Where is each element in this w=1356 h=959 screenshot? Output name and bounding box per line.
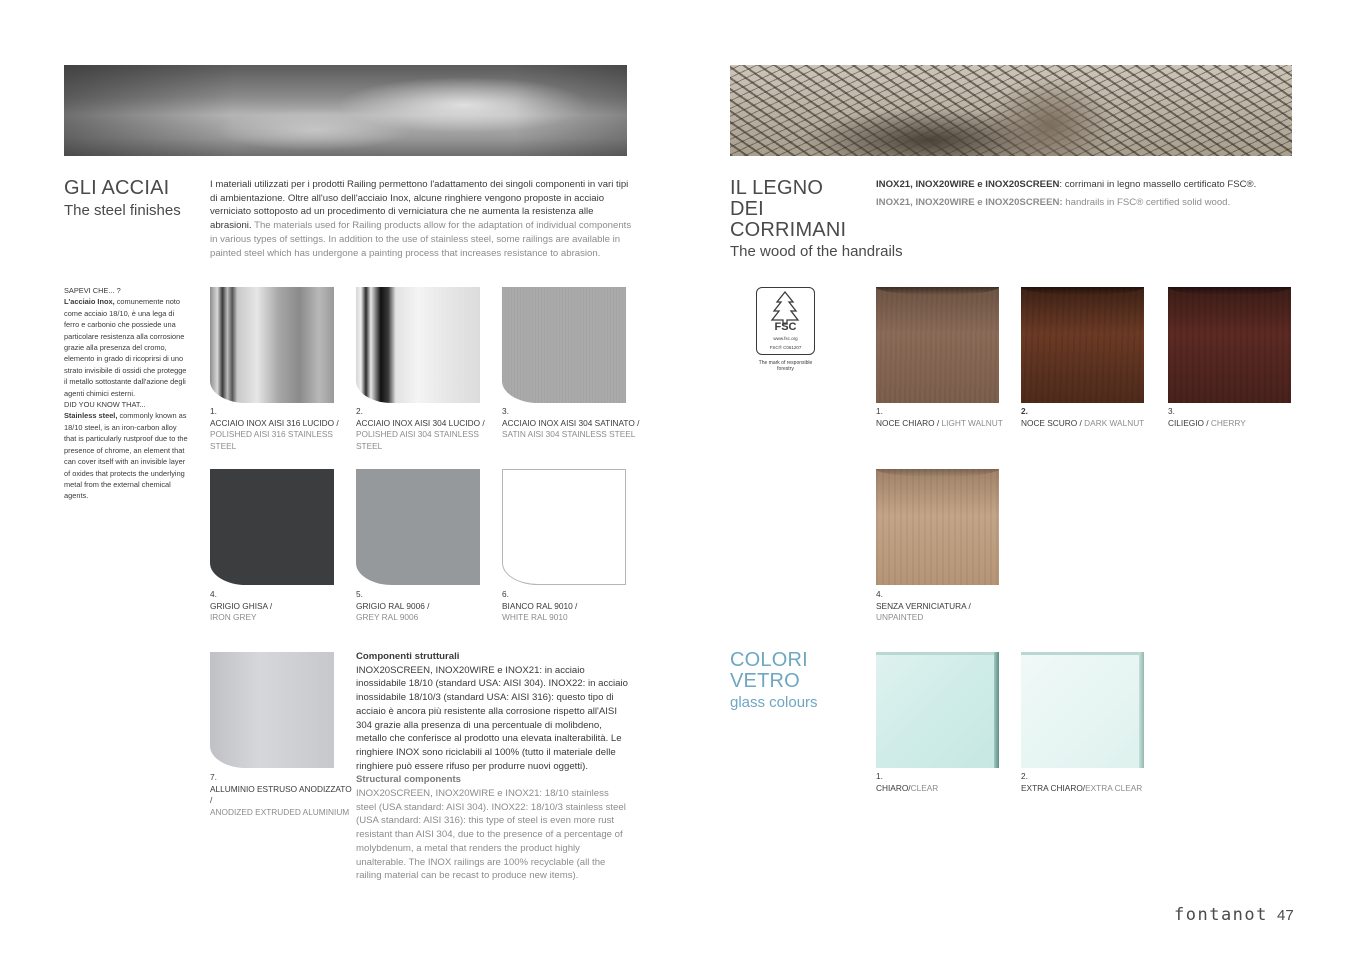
caption-finish-2 xyxy=(356,406,491,452)
wood-label-en: LIGHT WALNUT xyxy=(941,417,1003,428)
wood-label-it: NOCE SCURO xyxy=(1021,417,1078,428)
intro-wood-en: handrails in FSC® certified solid wood. xyxy=(1062,196,1231,208)
title-line: IL LEGNO xyxy=(730,177,824,199)
fsc-code: FSC® C061207 xyxy=(769,345,802,350)
finish-label-it: ALLUMINIO ESTRUSO ANODIZZATO / xyxy=(210,783,352,805)
finish-label-en: SATIN AISI 304 STAINLESS STEEL xyxy=(502,429,636,439)
intro-wood-it: : corrimani in legno massello certificato FSC®. xyxy=(1059,179,1257,190)
swatch-dark-walnut xyxy=(1021,287,1144,403)
swatch-aisi304-polished xyxy=(356,287,480,403)
wood-label-it: SENZA VERNICIATURA / xyxy=(876,600,971,611)
intro-steel-it: I materiali utilizzati per i prodotti Railing permettono l'adattamento dei singoli componenti in vari tipi di ambientazione. Oltre all'uso dell'acciaio Inox, alcune ringhiere vengono proposte in acciaio verniciato sottoposto ad un procedimento di verniciatura che ne aumenta la resistenza alle abrasioni. xyxy=(210,179,629,232)
caption-finish-7 xyxy=(210,772,355,818)
components-text-en: INOX20SCREEN, INOX20WIRE e INOX21: 18/10 stainless steel (USA standard: AISI 304). INOX22: 18/10/3 stainless steel (USA standard: AISI 316): this type of steel is even more rust resistant than AISI 304, due to the presence of a percentage of molybdenum, a metal that renders the product highly unalterable. The INOX railings are 100% recyclable (all the railing material can be recast to produce new items). xyxy=(356,788,626,882)
page-number: 47 xyxy=(1277,907,1294,924)
finish-number: 3. xyxy=(502,406,509,416)
glass-label-it: EXTRA CHIARO xyxy=(1021,782,1083,793)
title-line: COLORI xyxy=(730,649,808,671)
side-note-lead-it: L'acciaio Inox, xyxy=(64,297,115,307)
wood-label-it: CILIEGIO xyxy=(1168,417,1204,428)
header-photo-hands xyxy=(64,65,627,156)
intro-wood xyxy=(876,178,1286,209)
finish-label-en: IRON GREY xyxy=(210,612,257,622)
wood-number: 1. xyxy=(876,406,883,416)
finish-label-it: GRIGIO GHISA / xyxy=(210,600,273,611)
wood-label-en: CHERRY xyxy=(1210,417,1246,428)
components-text-it: INOX20SCREEN, INOX20WIRE e INOX21: in acciaio inossidabile 18/10 (standard USA: AISI 304). INOX22: in acciaio inossidabile 18/10/3 (standard USA: AISI 316): questo tipo di acciaio è ancora più resistente alla corrosione rispetto all'AISI 304 grazie alla presenza di una percentuale di molibdeno, metallo che conferisce al prodotto una elevata inalterabilità. Le ringhiere INOX sono riciclabili al 100% (tutto il materiale delle ringhiere può essere rifuso per produrre nuovi oggetti). xyxy=(356,664,628,772)
wood-label-it: NOCE CHIARO xyxy=(876,417,935,428)
finish-label-en: GREY RAL 9006 xyxy=(356,612,419,622)
finish-label-it: ACCIAIO INOX AISI 304 SATINATO / xyxy=(502,417,640,428)
caption-finish-1 xyxy=(210,406,345,452)
components-heading-it: Componenti strutturali xyxy=(356,651,460,662)
wood-label-en: DARK WALNUT xyxy=(1084,417,1145,428)
swatch-iron-grey xyxy=(210,469,334,585)
finish-label-en: WHITE RAL 9010 xyxy=(502,612,568,622)
side-note-text-it: comunemente noto come acciaio 18/10, è una lega di ferro e carbonio che possiede una particolare resistenza alla corrosione grazie alla presenza del cromo, elemento in grado di ricoprirsi di uno strato invisibile di ossidi che protegge il metallo sottostante dall'azione degli agenti chimici esterni. xyxy=(64,297,187,398)
header-photo-tree xyxy=(730,65,1292,156)
title-line: CORRIMANI xyxy=(730,219,847,241)
side-note-lead-en: Stainless steel, xyxy=(64,411,118,421)
side-note-text-en: commonly known as 18/10 steel, is an iron-carbon alloy that is particularly rustproof due to the presence of chrome, an element that can cover itself with an invisible layer of oxides that protects the underlying metal from the external chemical agents. xyxy=(64,411,188,501)
fsc-url: www.fsc.org xyxy=(773,336,798,341)
page-subtitle-wood: The wood of the handrails xyxy=(730,243,903,260)
swatch-grey-ral9006 xyxy=(356,469,480,585)
swatch-glass-extra-clear xyxy=(1021,652,1144,768)
caption-glass-2: 2. EXTRA CHIARO/EXTRA CLEAR xyxy=(1021,771,1181,794)
wood-number: 3. xyxy=(1168,406,1175,416)
swatch-cherry xyxy=(1168,287,1291,403)
finish-label-it: GRIGIO RAL 9006 / xyxy=(356,600,430,611)
glass-label-en: CLEAR xyxy=(910,782,939,793)
finish-number: 7. xyxy=(210,772,217,782)
page-title-wood xyxy=(730,178,846,241)
swatch-unpainted xyxy=(876,469,999,585)
glass-label-en: EXTRA CLEAR xyxy=(1085,782,1143,793)
caption-finish-3 xyxy=(502,406,642,441)
side-note-question-it: SAPEVI CHE... ? xyxy=(64,286,121,295)
caption-wood-4 xyxy=(876,589,1016,624)
page-subtitle-steel: The steel finishes xyxy=(64,202,181,219)
finish-label-en: POLISHED AISI 316 STAINLESS STEEL xyxy=(210,429,333,451)
structural-components xyxy=(356,650,628,883)
finish-number: 5. xyxy=(356,589,363,599)
finish-number: 2. xyxy=(356,406,363,416)
swatch-aisi316-polished xyxy=(210,287,334,403)
side-note-question-en: DID YOU KNOW THAT... xyxy=(64,400,146,410)
glass-number: 2. xyxy=(1021,771,1028,781)
swatch-anodized-aluminium xyxy=(210,652,334,768)
intro-steel-en: The materials used for Railing products allow for the adaptation of individual components in various types of settings. In addition to the use of stainless steel, some railings are available in painted steel which has undergone a painting process that increases resistance to abrasion. xyxy=(210,220,632,259)
fsc-logo xyxy=(756,287,815,355)
glass-title xyxy=(730,650,808,692)
fsc-caption: The mark of responsible forestry xyxy=(758,360,813,372)
swatch-light-walnut xyxy=(876,287,999,403)
finish-number: 1. xyxy=(210,406,217,416)
glass-subtitle: glass colours xyxy=(730,694,818,711)
intro-wood-en-bold: INOX21, INOX20WIRE e INOX20SCREEN: xyxy=(876,196,1063,208)
fsc-logo-text: FSC xyxy=(774,321,797,333)
finish-label-en: POLISHED AISI 304 STAINLESS STEEL xyxy=(356,429,479,451)
brand-logo: fontanot xyxy=(1174,905,1268,925)
title-line: VETRO xyxy=(730,670,800,692)
caption-glass-1: 1. CHIARO/CLEAR xyxy=(876,771,1016,794)
swatch-aisi304-satin xyxy=(502,287,626,403)
caption-finish-4 xyxy=(210,589,345,624)
wood-number: 2. xyxy=(1021,406,1028,416)
caption-wood-2: 2. NOCE SCURO / DARK WALNUT xyxy=(1021,406,1161,429)
title-line: DEI xyxy=(730,198,764,220)
components-heading-en: Structural components xyxy=(356,774,462,786)
side-note xyxy=(64,285,190,502)
finish-number: 6. xyxy=(502,589,509,599)
swatch-white-ral9010 xyxy=(502,469,626,585)
caption-wood-3: 3. CILIEGIO / CHERRY xyxy=(1168,406,1288,429)
glass-label-it: CHIARO xyxy=(876,782,909,793)
glass-number: 1. xyxy=(876,771,883,781)
caption-wood-1: 1. NOCE CHIARO / LIGHT WALNUT xyxy=(876,406,1016,429)
wood-number: 4. xyxy=(876,589,883,599)
intro-wood-it-bold: INOX21, INOX20WIRE e INOX20SCREEN xyxy=(876,179,1060,190)
caption-finish-5 xyxy=(356,589,491,624)
page-title-steel: GLI ACCIAI xyxy=(64,177,170,199)
swatch-glass-clear xyxy=(876,652,999,768)
intro-steel xyxy=(210,178,632,260)
caption-finish-6 xyxy=(502,589,637,624)
wood-label-en: UNPAINTED xyxy=(876,612,924,622)
finish-label-it: ACCIAIO INOX AISI 316 LUCIDO / xyxy=(210,417,339,428)
finish-label-en: ANODIZED EXTRUDED ALUMINIUM xyxy=(210,806,350,817)
finish-label-it: BIANCO RAL 9010 / xyxy=(502,600,578,611)
finish-number: 4. xyxy=(210,589,217,599)
finish-label-it: ACCIAIO INOX AISI 304 LUCIDO / xyxy=(356,417,485,428)
